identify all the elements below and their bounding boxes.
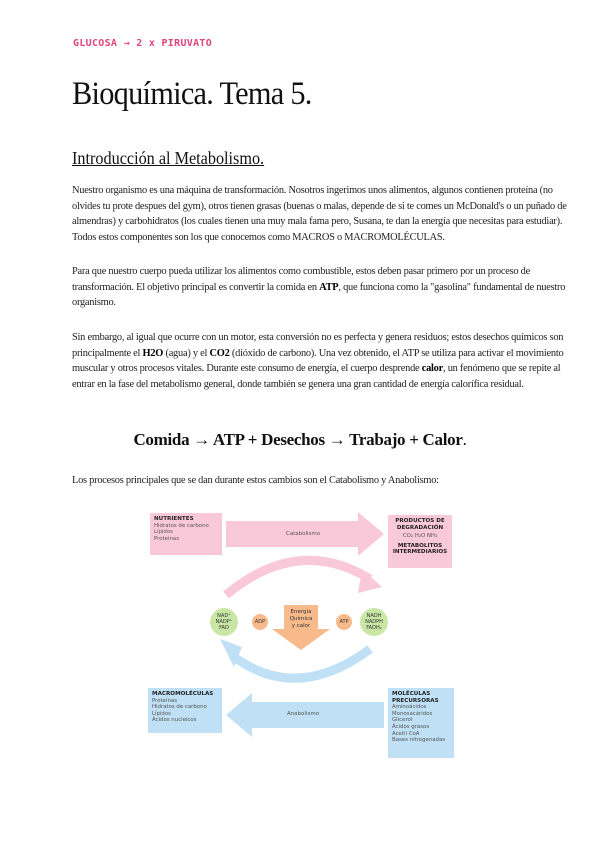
paragraph-processes: Los procesos principales que se dan durante estos cambios son el Catabolismo y Anabolismo: — [72, 475, 439, 486]
text-span: (dióxido de carbono). Una vez obtenido, el ATP se utiliza para activar el movimiento muscular y otros procesos vitales. Durante este consumo de energía, el cuerpo desprende — [72, 347, 564, 375]
productos-title: PRODUCTOS DE DEGRADACIÓN — [395, 518, 445, 531]
energy-line: Química — [289, 616, 313, 622]
anabolismo-label: Anabolismo — [286, 711, 320, 717]
pink-cycle-arc — [226, 560, 370, 595]
reduced-coenzymes — [360, 608, 388, 636]
paragraph-atp — [72, 264, 572, 311]
oxidized-coenzymes — [210, 608, 238, 636]
moleculas-item: Bases nitrogenadas — [392, 737, 446, 744]
text-span: , un fenómeno que se repite al entrar en la fase del metabolismo general, donde también se genera una gran cantidad de energía calorífica residual. — [72, 363, 561, 391]
coenzyme-label: NADP⁺ — [215, 619, 233, 625]
moleculas-box — [388, 688, 454, 758]
energy-line: Energía — [290, 609, 312, 615]
nutrientes-item: Lípidos — [154, 529, 173, 536]
atp-circle: ATP — [336, 614, 352, 630]
section-title: Introducción al Metabolismo. — [72, 148, 265, 168]
text-span: Sin embargo, al igual que ocurre con un motor, esta conversión no es perfecta y genera residuos; estos desechos químicos son principalmente el — [72, 332, 564, 359]
coenzyme-label: NADPH — [365, 619, 383, 625]
coenzyme-label: FAD — [219, 625, 229, 631]
macromoleculas-item: Lípidos — [152, 710, 171, 717]
formula-end: . — [462, 430, 467, 449]
productos-box — [388, 515, 452, 568]
moleculas-item: Aminoácidos — [392, 704, 427, 711]
blue-cycle-arc — [234, 649, 370, 678]
moleculas-item: Monosacáridos — [392, 710, 433, 717]
nutrientes-box — [150, 513, 222, 555]
formula — [0, 430, 600, 450]
coenzyme-label: FADH₂ — [366, 625, 382, 631]
metabolism-diagram — [148, 507, 454, 762]
keyword-h2o: H2O — [142, 347, 164, 359]
nutrientes-item: Hidratos de carbono — [154, 522, 209, 529]
macromoleculas-item: Ácidos nucleicos — [152, 717, 197, 724]
page-title: Bioquímica. Tema 5. — [72, 76, 312, 112]
moleculas-title: MOLÉCULAS PRECURSORAS — [392, 691, 439, 704]
paragraph-intro: Nuestro organismo es una máquina de transformación. Nosotros ingerimos unos alimentos, algunos contienen proteína (no olvides tu prote despues del gym), otros tienen grasas (buenas o malas, depende de si te comes un McDonald's o un puñado de almendras) y carbohidratos (los cuales tienen una muy mala fama pero, Susana, te dan la energía que necesitas para estudiar). Todos estos componentes son los que conocemos como MACROS o MACROMOLÉCULAS. — [72, 185, 567, 244]
energy-label — [284, 609, 318, 630]
keyword-atp: ATP — [319, 281, 339, 293]
text-span: (agua) y el — [163, 347, 210, 359]
keyword-co2: CO2 — [209, 347, 230, 359]
header-tag: GLUCOSA → 2 x PIRUVATO — [73, 38, 213, 49]
coenzyme-label: NAD⁺ — [217, 613, 231, 619]
macromoleculas-box — [148, 688, 222, 733]
macromoleculas-item: Hidratos de carbono — [152, 704, 207, 711]
metabolitos-title: METABOLITOS INTERMEDIARIOS — [392, 542, 448, 556]
formula-text: Comida → ATP + Desechos → Trabajo + Calor — [133, 430, 463, 449]
energy-line: y calor — [291, 623, 311, 629]
moleculas-item: Glicerol — [392, 717, 413, 724]
keyword-calor: calor — [421, 363, 443, 375]
pink-cycle-arrowhead — [358, 569, 382, 593]
text-span: Para que nuestro cuerpo pueda utilizar los alimentos como combustible, estos deben pasar primero por un proceso de transformación. El objetivo principal es convertir la comida en — [72, 266, 530, 293]
adp-circle: ADP — [252, 614, 268, 630]
macromoleculas-title: MACROMOLÉCULAS — [152, 691, 214, 697]
nutrientes-item: Proteínas — [154, 535, 180, 542]
catabolismo-label: Catabolismo — [285, 531, 321, 537]
moleculas-item: Ácidos grasos — [392, 723, 430, 730]
moleculas-item: Acetil CoA — [392, 730, 420, 737]
coenzyme-label: NADH — [366, 613, 382, 619]
paragraph-waste — [72, 330, 572, 393]
nutrientes-title: NUTRIENTES — [154, 516, 194, 522]
macromoleculas-item: Proteínas — [152, 697, 178, 704]
text-span: , que funciona como la "gasolina" fundamental de nuestro organismo. — [72, 281, 566, 309]
productos-chem: CO₂ H₂O NH₃ — [402, 533, 438, 540]
